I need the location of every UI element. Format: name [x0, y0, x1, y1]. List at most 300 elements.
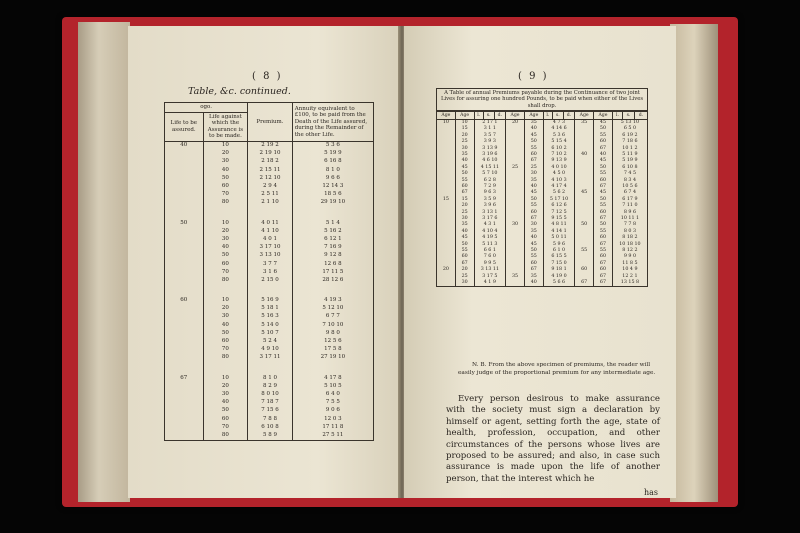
- table-cell: 5 3 6: [292, 141, 373, 150]
- table-cell: 30: [455, 216, 474, 222]
- table-cell: 40: [203, 244, 248, 252]
- table-cell: 67: [594, 184, 613, 190]
- table-cell: 5 6 2: [543, 190, 575, 196]
- table-cell: 30: [203, 158, 248, 166]
- table-cell: [165, 244, 204, 252]
- table-cell: 80: [203, 276, 248, 284]
- table-cell: 7 7 8: [612, 222, 647, 228]
- table-cell: 80: [203, 431, 248, 440]
- table-cell: 9 0 6: [292, 407, 373, 415]
- table-cell: 70: [203, 346, 248, 354]
- table-cell: [165, 415, 204, 423]
- table-cell: 67: [594, 146, 613, 152]
- table-cell: 40: [524, 184, 543, 190]
- table-row: [165, 191, 374, 199]
- table-cell: 4 0 11: [248, 207, 293, 227]
- table-cell: 17 11 8: [292, 423, 373, 431]
- table-cell: 9 18 1: [543, 267, 575, 273]
- table-cell: [165, 346, 204, 354]
- table-cell: 3 17 5: [474, 274, 506, 280]
- table-cell: [165, 313, 204, 321]
- table-cell: 40: [524, 235, 543, 241]
- table-cell: 4 10 4: [474, 229, 506, 235]
- table-cell: 40: [165, 141, 204, 150]
- table-cell: 5 7 10: [474, 171, 506, 177]
- table-cell: 2 19 2: [248, 141, 293, 150]
- table-cell: 5 2 4: [248, 337, 293, 345]
- table-cell: 9 9 0: [612, 254, 647, 260]
- table-cell: 5 13 10: [612, 119, 647, 126]
- table-row: [165, 244, 374, 252]
- table-cell: 12 2 1: [612, 274, 647, 280]
- table-cell: 35: [455, 222, 474, 228]
- table-cell: 67: [594, 274, 613, 280]
- table-cell: 15: [437, 197, 456, 203]
- table-cell: 30: [524, 222, 543, 228]
- table-cell: 5 11 3: [474, 242, 506, 248]
- column-header: d.: [494, 111, 506, 119]
- table-cell: 4 14 1: [543, 229, 575, 235]
- table-cell: 40: [203, 166, 248, 174]
- table-cell: 60: [455, 184, 474, 190]
- table-cell: 2 5 11: [248, 191, 293, 199]
- table-cell: 3 13 11: [474, 267, 506, 273]
- table-cell: 55: [594, 171, 613, 177]
- table-cell: 60: [524, 261, 543, 267]
- table-row: [165, 431, 374, 440]
- column-header: Age: [506, 111, 525, 119]
- table-cell: 3 5 9: [474, 197, 506, 203]
- table-cell: 55: [594, 248, 613, 254]
- table-cell: 2 15 0: [248, 276, 293, 284]
- table-cell: 50: [203, 252, 248, 260]
- table-cell: 35: [524, 274, 543, 280]
- table-cell: 67: [594, 280, 613, 287]
- table-cell: 60: [524, 210, 543, 216]
- table-cell: 7 2 9: [474, 184, 506, 190]
- table-cell: 40: [455, 158, 474, 164]
- catchword: has: [643, 488, 658, 497]
- joint-lives-table: [436, 88, 648, 287]
- table-row: [165, 285, 374, 305]
- table-cell: 3 7 7: [248, 260, 293, 268]
- table-cell: 50: [575, 222, 594, 228]
- table-cell: 6 5 0: [612, 126, 647, 132]
- table-cell: 8 2 9: [248, 382, 293, 390]
- table-cell: 20: [203, 382, 248, 390]
- table-cell: [165, 354, 204, 362]
- table-cell: 10: [203, 362, 248, 382]
- table-cell: 2 1 10: [248, 199, 293, 207]
- table-cell: 25: [524, 165, 543, 171]
- column-header: d.: [563, 111, 575, 119]
- page-block-right: [670, 24, 718, 502]
- table-cell: 5 3 6: [543, 133, 575, 139]
- column-header: Age: [437, 111, 456, 119]
- table-cell: 7 10 2: [543, 152, 575, 158]
- table-cell: 5 6 6: [543, 280, 575, 287]
- table-cell: 25: [455, 210, 474, 216]
- table-cell: 40: [203, 399, 248, 407]
- table-row: [165, 182, 374, 190]
- table-cell: 40: [455, 229, 474, 235]
- table-cell: 60: [203, 182, 248, 190]
- table-cell: [165, 329, 204, 337]
- table-cell: [165, 407, 204, 415]
- table-cell: 5 0 11: [543, 235, 575, 241]
- table-row: [165, 260, 374, 268]
- table-cell: 20: [203, 150, 248, 158]
- table-cell: 50: [594, 126, 613, 132]
- table-cell: 40: [594, 152, 613, 158]
- table-cell: 60: [165, 285, 204, 305]
- table-cell: [165, 390, 204, 398]
- table-cell: 50: [203, 329, 248, 337]
- table-row: [165, 382, 374, 390]
- table-cell: [165, 191, 204, 199]
- table-cell: 40: [575, 152, 594, 158]
- table-cell: 6 10 2: [543, 146, 575, 152]
- column-header: l.: [612, 111, 622, 119]
- left-page: [128, 26, 400, 498]
- table-cell: 9 8 0: [292, 329, 373, 337]
- table-cell: 7 18 7: [248, 399, 293, 407]
- table-cell: [165, 235, 204, 243]
- table-cell: 35: [524, 178, 543, 184]
- table-cell: 6 4 0: [292, 390, 373, 398]
- table-cell: 4 6 10: [474, 158, 506, 164]
- table-cell: 25: [506, 165, 525, 171]
- table-cell: 60: [594, 139, 613, 145]
- table-cell: 20: [203, 305, 248, 313]
- table-cell: 4 19 5: [474, 235, 506, 241]
- table-cell: 2 17 1: [474, 119, 506, 126]
- table-cell: 60: [203, 260, 248, 268]
- table-cell: 4 15 11: [474, 165, 506, 171]
- table-row: [165, 305, 374, 313]
- table-cell: 67: [165, 362, 204, 382]
- table-cell: [165, 276, 204, 284]
- table-cell: 7 15 6: [248, 407, 293, 415]
- table-cell: 18 5 6: [292, 191, 373, 199]
- table-cell: 8 3 4: [612, 178, 647, 184]
- table-cell: 6 19 2: [612, 133, 647, 139]
- table-cell: 60: [203, 415, 248, 423]
- table-cell: 30: [524, 171, 543, 177]
- table-row: [165, 150, 374, 158]
- table-row: [165, 362, 374, 382]
- table-cell: 70: [203, 268, 248, 276]
- premium-table: [164, 102, 374, 441]
- table-cell: 5 14 0: [248, 321, 293, 329]
- table-cell: 4 14 6: [543, 126, 575, 132]
- column-header: Age: [455, 111, 474, 119]
- table-cell: 3 19 6: [474, 152, 506, 158]
- column-header: l.: [543, 111, 552, 119]
- table-cell: 10 5 6: [612, 184, 647, 190]
- column-header: d.: [634, 111, 647, 119]
- table-cell: 50: [594, 197, 613, 203]
- table-cell: [165, 182, 204, 190]
- column-header: Life against which the Assurance is to be made.: [203, 112, 248, 141]
- table-cell: 7 4 5: [612, 171, 647, 177]
- table-cell: 25: [455, 139, 474, 145]
- column-header: Age: [524, 111, 543, 119]
- table-cell: 4 7 3: [543, 119, 575, 126]
- table-cell: 10: [437, 119, 456, 126]
- table-cell: 30: [203, 390, 248, 398]
- table-cell: 6 10 8: [612, 165, 647, 171]
- table-cell: [506, 280, 525, 287]
- table-cell: [165, 260, 204, 268]
- table-cell: 10 11 1: [612, 216, 647, 222]
- table-cell: 12 0 3: [292, 415, 373, 423]
- table-cell: 9 13 9: [543, 158, 575, 164]
- table-cell: 80: [203, 354, 248, 362]
- table-cell: 67: [524, 216, 543, 222]
- table-cell: 45: [455, 235, 474, 241]
- table-cell: 4 8 11: [543, 222, 575, 228]
- table-cell: 4 1 10: [248, 227, 293, 235]
- table-cell: 8 9 6: [612, 210, 647, 216]
- table-cell: 30: [506, 222, 525, 228]
- table-cell: [165, 199, 204, 207]
- table-cell: 67: [455, 190, 474, 196]
- table-cell: 12 14 3: [292, 182, 373, 190]
- table-heading: A Table of annual Premiums payable during the Continuance of two joint Lives for assuring one hundred Pounds, to be paid when either of the Lives shall drop.: [436, 88, 648, 111]
- table-row: [437, 119, 648, 126]
- table-cell: 20: [455, 203, 474, 209]
- table-row: [165, 227, 374, 235]
- table-cell: 55: [575, 248, 594, 254]
- table-cell: 4 0 10: [543, 165, 575, 171]
- table-cell: 55: [455, 178, 474, 184]
- table-cell: 30: [455, 280, 474, 287]
- table-cell: 2 18 2: [248, 158, 293, 166]
- table-cell: 30: [203, 313, 248, 321]
- table-cell: 8 0 3: [612, 229, 647, 235]
- column-header: s.: [483, 111, 494, 119]
- table-cell: 27 19 10: [292, 354, 373, 362]
- table-cell: 9 9 5: [474, 261, 506, 267]
- table-cell: 50: [165, 207, 204, 227]
- table-row: [165, 346, 374, 354]
- table-row: [165, 313, 374, 321]
- table-cell: 4 1 9: [474, 280, 506, 287]
- table-cell: 8 12 2: [612, 248, 647, 254]
- table-cell: 7 10 10: [292, 321, 373, 329]
- table-cell: 6 7 7: [292, 313, 373, 321]
- table-cell: 12 5 6: [292, 337, 373, 345]
- table-cell: 10: [203, 207, 248, 227]
- table-cell: 3 13 1: [474, 210, 506, 216]
- table-cell: 3 9 6: [474, 203, 506, 209]
- table-cell: 3 1 6: [248, 268, 293, 276]
- table-cell: [165, 150, 204, 158]
- table-cell: 40: [524, 280, 543, 287]
- table-cell: 4 3 1: [474, 222, 506, 228]
- table-cell: [165, 423, 204, 431]
- table-cell: 5 19 9: [292, 150, 373, 158]
- table-cell: 15: [455, 197, 474, 203]
- table-cell: 50: [455, 171, 474, 177]
- table-cell: 5 15 4: [543, 139, 575, 145]
- table-cell: 5 16 2: [292, 227, 373, 235]
- table-cell: 45: [594, 158, 613, 164]
- table-cell: 8 1 0: [292, 166, 373, 174]
- table-cell: 6 16 8: [292, 158, 373, 166]
- table-row: [165, 321, 374, 329]
- table-cell: 9 6 6: [292, 174, 373, 182]
- note: N. B. From the above specimen of premiums, the reader will easily judge of the proportional premium for any intermediate age.: [458, 362, 656, 376]
- table-cell: 60: [203, 337, 248, 345]
- table-cell: 5 11 9: [612, 152, 647, 158]
- table-cell: 2 9 4: [248, 182, 293, 190]
- table-cell: 45: [524, 190, 543, 196]
- table-cell: 67: [594, 242, 613, 248]
- table-cell: 4 5 0: [543, 171, 575, 177]
- page-block-left: [78, 22, 130, 502]
- table-cell: [165, 321, 204, 329]
- table-cell: 25: [455, 274, 474, 280]
- table-cell: 2 19 10: [248, 150, 293, 158]
- table-cell: 35: [506, 274, 525, 280]
- column-header: s.: [553, 111, 564, 119]
- table-row: [165, 158, 374, 166]
- table-row: [165, 390, 374, 398]
- table-cell: [165, 268, 204, 276]
- column-header: Annuity equivalent to £100, to be paid from the Death of the Life assured, during the Remainder of the other Life.: [292, 103, 373, 142]
- table-cell: 60: [455, 254, 474, 260]
- table-cell: 50: [203, 407, 248, 415]
- table-cell: 7 5 5: [292, 399, 373, 407]
- table-cell: 20: [437, 267, 456, 273]
- table-cell: 20: [506, 119, 525, 126]
- table-cell: 10 1 2: [612, 146, 647, 152]
- table-row: [165, 407, 374, 415]
- table-cell: 5 16 9: [248, 285, 293, 305]
- table-cell: 7 11 0: [612, 203, 647, 209]
- table-cell: 9 12 8: [292, 252, 373, 260]
- table-cell: 2 15 11: [248, 166, 293, 174]
- table-cell: 5 9 6: [543, 242, 575, 248]
- table-cell: [165, 382, 204, 390]
- table-row: [165, 174, 374, 182]
- table-cell: 50: [455, 242, 474, 248]
- table-cell: 40: [524, 126, 543, 132]
- table-cell: 55: [594, 203, 613, 209]
- table-cell: 5 8 9: [248, 431, 293, 440]
- table-cell: 6 12 6: [543, 203, 575, 209]
- column-header: Age: [575, 111, 594, 119]
- column-header: Life to be assured.: [165, 112, 204, 141]
- table-row: [165, 276, 374, 284]
- table-row: [165, 166, 374, 174]
- table-row: [165, 199, 374, 207]
- table-cell: 20: [455, 133, 474, 139]
- table-cell: 67: [455, 261, 474, 267]
- table-cell: 35: [455, 152, 474, 158]
- table-cell: 55: [524, 203, 543, 209]
- table-cell: 5 12 10: [292, 305, 373, 313]
- table-cell: 4 0 1: [248, 235, 293, 243]
- table-cell: [165, 166, 204, 174]
- body-paragraph: Every person desirous to make assurance with the society must sign a declaration by himself or agent, setting forth the age, state of health, profession, occupation, and other circumstances of the persons whose lives are proposed to be assured; and also, in case such assurance is made upon the life of another person, that the interest which he: [446, 394, 660, 484]
- table-cell: 28 12 6: [292, 276, 373, 284]
- table-cell: 7 15 0: [543, 261, 575, 267]
- table-cell: 35: [524, 229, 543, 235]
- table-cell: 8 0 10: [248, 390, 293, 398]
- table-row: [165, 207, 374, 227]
- table-cell: [165, 227, 204, 235]
- table-cell: 3 1 1: [474, 126, 506, 132]
- table-cell: 6 12 1: [292, 235, 373, 243]
- table-cell: 35: [524, 119, 543, 126]
- table-cell: 9 6 3: [474, 190, 506, 196]
- page-number: ( 8 ): [252, 71, 283, 82]
- table-cell: 3 17 6: [474, 216, 506, 222]
- table-cell: 29 19 10: [292, 199, 373, 207]
- table-row: [165, 329, 374, 337]
- table-cell: 6 6 1: [474, 248, 506, 254]
- table-cell: 6 7 4: [612, 190, 647, 196]
- table-cell: 30: [455, 146, 474, 152]
- table-cell: 27 5 11: [292, 431, 373, 440]
- table-cell: 55: [524, 146, 543, 152]
- column-header: l.: [474, 111, 483, 119]
- table-cell: 10: [203, 285, 248, 305]
- group-header: ogo.: [165, 103, 248, 113]
- table-cell: 6 10 8: [248, 423, 293, 431]
- table-cell: 35: [575, 119, 594, 126]
- table-cell: 50: [203, 174, 248, 182]
- table-cell: 3 17 11: [248, 354, 293, 362]
- table-cell: 45: [455, 165, 474, 171]
- table-cell: 10 4 9: [612, 267, 647, 273]
- table-cell: 50: [524, 248, 543, 254]
- table-cell: 50: [594, 222, 613, 228]
- column-header: Age: [594, 111, 613, 119]
- table-cell: [437, 280, 456, 287]
- table-row: [165, 423, 374, 431]
- table-cell: 6 2 8: [474, 178, 506, 184]
- table-cell: 45: [524, 242, 543, 248]
- running-title: Table, &c. continued.: [188, 86, 291, 97]
- table-cell: 4 17 4: [543, 184, 575, 190]
- table-cell: 11 8 5: [612, 261, 647, 267]
- table-cell: 6 17 9: [612, 197, 647, 203]
- table-cell: 55: [524, 254, 543, 260]
- table-cell: 10: [203, 141, 248, 150]
- table-cell: 67: [524, 267, 543, 273]
- table-cell: 60: [594, 267, 613, 273]
- table-cell: 5 10 5: [292, 382, 373, 390]
- table-cell: 7 12 5: [543, 210, 575, 216]
- table-cell: 5 1 4: [292, 207, 373, 227]
- table-cell: 70: [203, 423, 248, 431]
- table-cell: 3 5 7: [474, 133, 506, 139]
- table-cell: [165, 337, 204, 345]
- table-cell: 4 10 3: [543, 178, 575, 184]
- table-cell: 55: [594, 229, 613, 235]
- table-cell: 4 19 0: [543, 274, 575, 280]
- table-cell: 5 17 10: [543, 197, 575, 203]
- table-cell: 5 18 1: [248, 305, 293, 313]
- table-cell: 4 17 8: [292, 362, 373, 382]
- right-page: [404, 26, 676, 498]
- table-row: [165, 268, 374, 276]
- table-cell: 80: [203, 199, 248, 207]
